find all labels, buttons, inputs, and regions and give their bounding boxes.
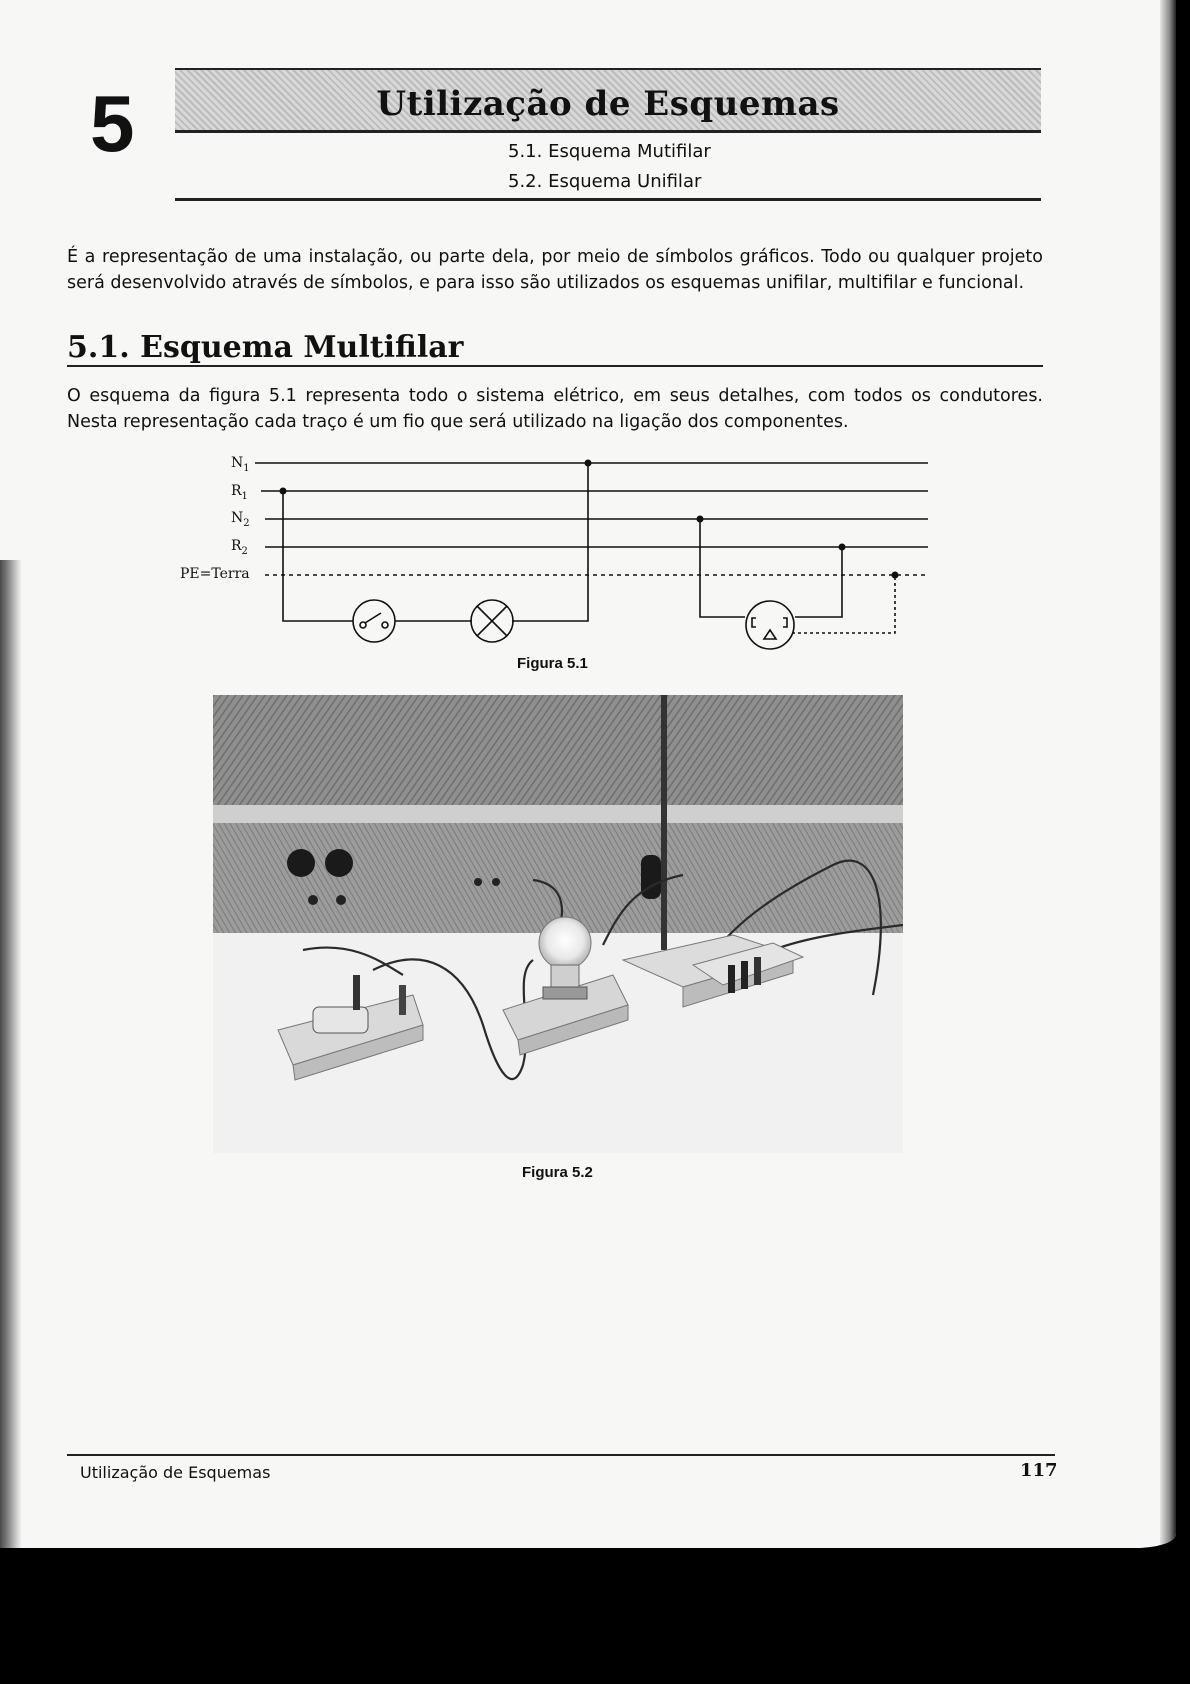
chapter-number: 5 bbox=[90, 79, 135, 168]
switch-lever bbox=[365, 613, 381, 623]
chapter-title: Utilização de Esquemas bbox=[376, 84, 840, 124]
wall-panel bbox=[213, 823, 903, 933]
scan-shadow bbox=[0, 560, 22, 1548]
footer-rule bbox=[67, 1454, 1055, 1456]
page-edge bbox=[1160, 0, 1176, 1548]
chapter-title-bar bbox=[175, 68, 1041, 133]
panel-knob bbox=[325, 849, 353, 877]
wire-r2-drop bbox=[795, 547, 842, 617]
bulb-icon bbox=[539, 917, 591, 969]
toc-item: 5.1. Esquema Mutifilar bbox=[508, 141, 711, 162]
intro-paragraph: É a representação de uma instalação, ou parte dela, por meio de símbolos gráficos. Todo ou qualquer projeto será desenvolvido através de símbolos, e para isso são utilizados os esquemas unifilar, multifilar e funcional. bbox=[67, 247, 1043, 293]
multifilar-diagram bbox=[0, 440, 1176, 660]
socket-pin bbox=[752, 618, 756, 627]
label-r1: $R_1$ bbox=[231, 483, 248, 502]
label-n2: $N_2$ bbox=[231, 510, 250, 529]
label-r2: $R_2$ bbox=[231, 538, 248, 557]
wire-r1-drop bbox=[283, 491, 353, 621]
switch-contact bbox=[382, 622, 388, 628]
section-rule bbox=[67, 365, 1043, 367]
toc-item: 5.2. Esquema Unifilar bbox=[508, 171, 702, 192]
label-n1: $N_1$ bbox=[231, 455, 250, 474]
section-heading: 5.1. Esquema Multifilar bbox=[67, 330, 464, 365]
figure-caption: Figura 5.2 bbox=[522, 1164, 593, 1181]
header-rule bbox=[175, 198, 1041, 201]
section-paragraph: O esquema da figura 5.1 representa todo o sistema elétrico, em seus detalhes, com todos os condutores. Nesta representação cada traço é um fio que será utilizado na ligação dos componentes. bbox=[67, 386, 1043, 432]
panel-switch bbox=[641, 855, 661, 899]
panel-jack bbox=[308, 895, 318, 905]
wire-n2-drop bbox=[700, 519, 745, 617]
switch-icon bbox=[353, 600, 395, 642]
cable bbox=[661, 695, 667, 950]
junction-dot bbox=[697, 516, 704, 523]
footer-title: Utilização de Esquemas bbox=[80, 1463, 271, 1482]
panel-jack bbox=[492, 878, 500, 886]
panel-jack bbox=[474, 878, 482, 886]
panel-jack bbox=[336, 895, 346, 905]
junction-dot bbox=[280, 488, 287, 495]
wall bbox=[213, 695, 903, 805]
wire-pe-drop bbox=[792, 575, 895, 633]
figure-caption: Figura 5.1 bbox=[517, 655, 588, 672]
page-number: 117 bbox=[1020, 1460, 1058, 1481]
socket-earth bbox=[764, 630, 776, 639]
junction-dot bbox=[892, 572, 899, 579]
panel-knob bbox=[287, 849, 315, 877]
junction-dot bbox=[585, 460, 592, 467]
circuit-photo bbox=[213, 695, 903, 1153]
junction-dot bbox=[839, 544, 846, 551]
wire-lamp-n1 bbox=[512, 463, 588, 621]
wall-gap bbox=[213, 805, 903, 823]
label-pe: PE=Terra bbox=[180, 566, 250, 582]
socket-pin bbox=[783, 618, 787, 627]
